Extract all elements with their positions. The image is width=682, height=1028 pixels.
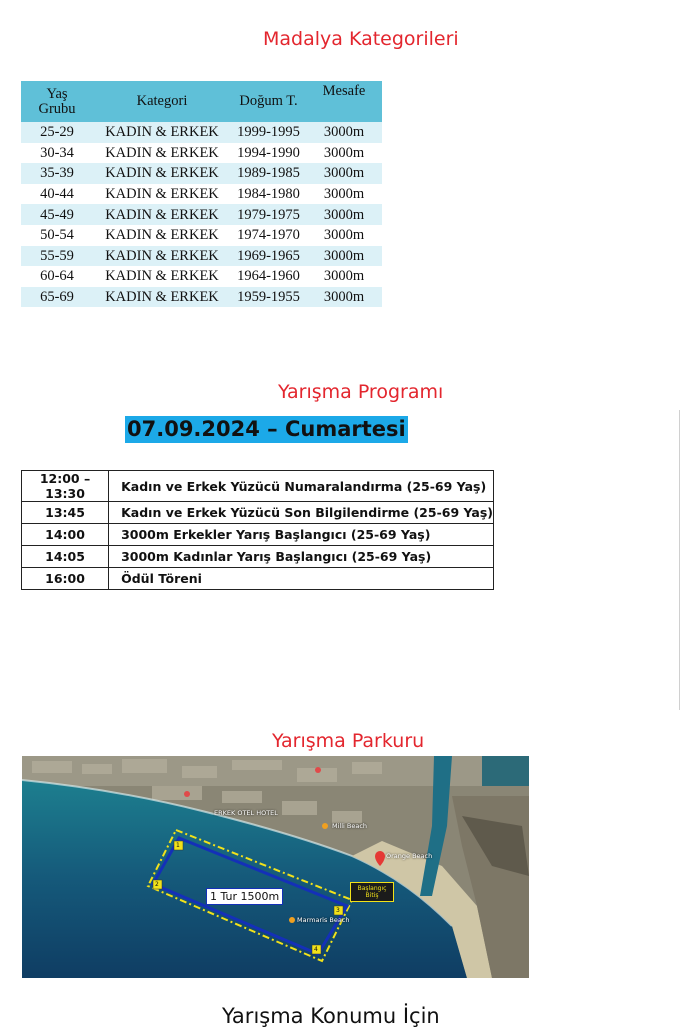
- age-group-cell: 25-29: [21, 122, 93, 143]
- page-edge-divider: [679, 410, 680, 710]
- category-cell: KADIN & ERKEK: [93, 122, 231, 143]
- program-time: 14:05: [22, 546, 109, 568]
- program-row: [22, 568, 494, 590]
- birth-year-cell: 1979-1975: [231, 204, 306, 225]
- buoy-4-number: 4: [314, 946, 318, 953]
- course-title: Yarışma Parkuru: [272, 730, 425, 752]
- buoy-2-number: 2: [155, 881, 159, 888]
- map-pin-icon: [315, 767, 321, 773]
- program-row: [22, 502, 494, 524]
- birth-year-cell: 1964-1960: [237, 268, 300, 285]
- distance-cell: 3000m: [306, 204, 382, 225]
- course-map-image: [22, 756, 529, 978]
- map-label-hotel: ERKEK OTEL HOTEL: [214, 809, 278, 817]
- map-pin-icon: [289, 917, 295, 923]
- table-row: [21, 246, 382, 267]
- category-cell: KADIN & ERKEK: [93, 246, 231, 267]
- program-event: Kadın ve Erkek Yüzücü Numaralandırma (25-69 Yaş): [109, 471, 494, 502]
- age-group-cell: 40-44: [40, 186, 74, 203]
- birth-year-cell: 1989-1985: [231, 163, 306, 184]
- program-time: 13:45: [22, 502, 109, 524]
- buoy-1-number: 1: [176, 842, 180, 849]
- birth-year-cell: 1974-1970: [237, 227, 300, 244]
- distance-cell: 3000m: [306, 287, 382, 308]
- table-row: [21, 122, 382, 143]
- age-group-cell: 55-59: [21, 246, 93, 267]
- birth-year-cell: 1969-1965: [231, 246, 306, 267]
- birth-year-cell: 1994-1990: [237, 144, 300, 161]
- table-row: [21, 143, 382, 164]
- program-time: 14:00: [22, 524, 109, 546]
- table-header-row: [21, 81, 382, 122]
- distance-cell: 3000m: [306, 163, 382, 184]
- age-group-cell: 50-54: [40, 227, 74, 244]
- age-group-cell: 45-49: [21, 204, 93, 225]
- table-row: [21, 287, 382, 308]
- age-group-cell: 30-34: [40, 144, 74, 161]
- buoy-3-number: 3: [336, 907, 340, 914]
- program-time: 16:00: [22, 568, 109, 590]
- program-table: [21, 470, 494, 590]
- age-group-cell: 60-64: [40, 268, 74, 285]
- distance-cell: 3000m: [306, 246, 382, 267]
- distance-cell: 3000m: [323, 268, 365, 285]
- category-cell: KADIN & ERKEK: [105, 144, 219, 161]
- age-group-cell: 65-69: [21, 287, 93, 308]
- map-label-marmaris-beach: Marmaris Beach: [297, 916, 350, 924]
- distance-cell: 3000m: [323, 144, 365, 161]
- course-map: [22, 756, 529, 978]
- header-category: Kategori: [93, 81, 231, 122]
- category-cell: KADIN & ERKEK: [105, 268, 219, 285]
- program-time: 12:00 – 13:30: [22, 471, 109, 502]
- table-row: [21, 184, 382, 205]
- table-row: [21, 163, 382, 184]
- map-label-milli-beach: Milli Beach: [332, 822, 368, 830]
- program-event: Kadın ve Erkek Yüzücü Son Bilgilendirme (25-69 Yaş): [109, 502, 494, 524]
- program-event: Ödül Töreni: [109, 568, 494, 590]
- birth-year-cell: 1984-1980: [237, 186, 300, 203]
- table-row: [21, 204, 382, 225]
- age-group-cell: 35-39: [21, 163, 93, 184]
- distance-cell: 3000m: [306, 122, 382, 143]
- birth-year-cell: 1959-1955: [231, 287, 306, 308]
- map-pin-icon: [322, 823, 328, 829]
- table-row: [21, 225, 382, 246]
- program-title: Yarışma Programı: [278, 381, 444, 403]
- distance-cell: 3000m: [323, 186, 365, 203]
- program-row: [22, 546, 494, 568]
- course-lap-label: 1 Tur 1500m: [206, 888, 283, 905]
- distance-cell: 3000m: [323, 227, 365, 244]
- birth-year-cell: 1999-1995: [231, 122, 306, 143]
- start-finish-label: Başlangıç Bitiş: [350, 882, 394, 902]
- category-cell: KADIN & ERKEK: [93, 204, 231, 225]
- program-event: 3000m Erkekler Yarış Başlangıcı (25-69 Yaş): [109, 524, 494, 546]
- medal-categories-table: [21, 81, 382, 307]
- program-row: [22, 524, 494, 546]
- header-distance: Mesafe: [306, 81, 382, 122]
- header-birth-year: Doğum T.: [231, 81, 306, 122]
- category-cell: KADIN & ERKEK: [93, 287, 231, 308]
- category-cell: KADIN & ERKEK: [105, 186, 219, 203]
- medal-categories-title: Madalya Kategorileri: [263, 28, 459, 50]
- map-label-orange-beach: Orange Beach: [386, 852, 433, 860]
- category-cell: KADIN & ERKEK: [105, 227, 219, 244]
- program-date: 07.09.2024 – Cumartesi: [127, 417, 406, 441]
- program-row: [22, 471, 494, 502]
- location-heading: Yarışma Konumu İçin: [222, 1004, 440, 1028]
- program-event: 3000m Kadınlar Yarış Başlangıcı (25-69 Yaş): [109, 546, 494, 568]
- table-row: [21, 266, 382, 287]
- header-age-group: Yaş Grubu: [21, 81, 93, 122]
- map-pin-icon: [184, 791, 190, 797]
- category-cell: KADIN & ERKEK: [93, 163, 231, 184]
